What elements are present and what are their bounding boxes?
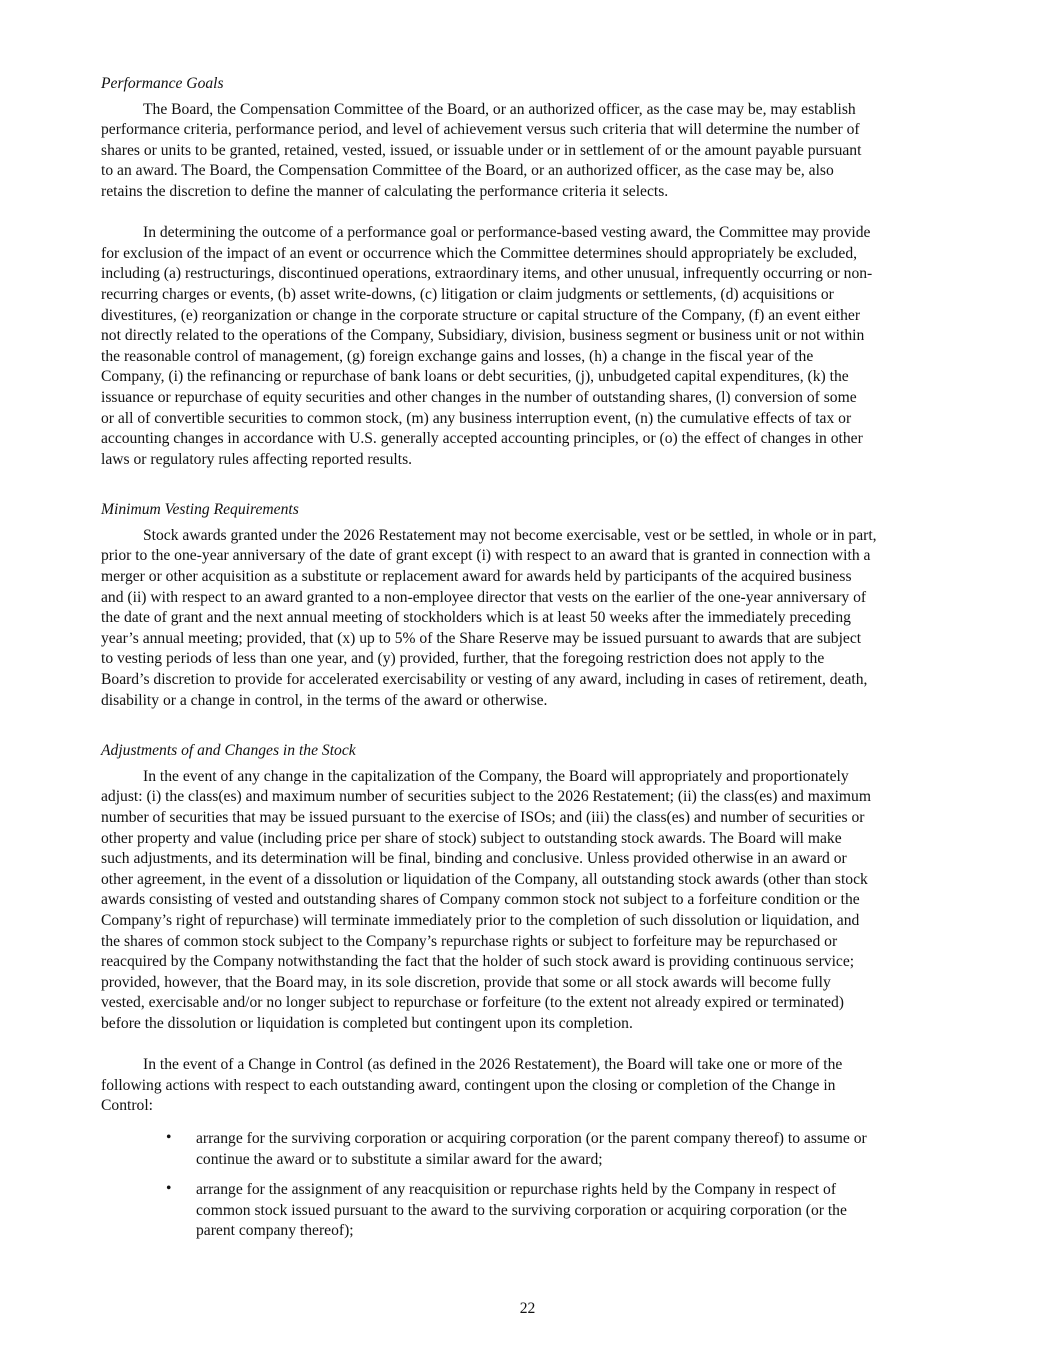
- text-line: to an award. The Board, the Compensation Committee of the Board, or an authorized officer, as the case may be, also: [101, 162, 834, 180]
- text-line: other property and value (including price per share of stock) subject to outstanding stock awards. The Board will make: [101, 829, 842, 847]
- text-line: In determining the outcome of a performance goal or performance-based vesting award, the Committee may provide: [143, 224, 871, 242]
- paragraph: [101, 526, 961, 711]
- bullet-item: [101, 1129, 961, 1170]
- text-line: In the event of a Change in Control (as defined in the 2026 Restatement), the Board will take one or more of the: [143, 1056, 843, 1074]
- text-line: awards consisting of vested and outstanding shares of Company common stock not subject to a forfeiture condition or the: [101, 891, 860, 909]
- text-line: before the dissolution or liquidation is completed but contingent upon its completion.: [101, 1014, 633, 1032]
- section-heading: Performance Goals: [101, 75, 224, 92]
- text-line: performance criteria, performance period, and level of achievement versus such criteria that will determine the number of: [101, 121, 860, 139]
- text-line: retains the discretion to define the manner of calculating the performance criteria it selects.: [101, 182, 669, 200]
- text-line: laws or regulatory rules affecting reported results.: [101, 450, 413, 468]
- text-line: continue the award or to substitute a similar award for the award;: [196, 1150, 603, 1168]
- text-line: In the event of any change in the capitalization of the Company, the Board will appropriately and proportionately: [143, 767, 849, 785]
- text-line: the shares of common stock subject to the Company’s repurchase rights or subject to forfeiture may be repurchased or: [101, 932, 838, 950]
- text-line: recurring charges or events, (b) asset write-downs, (c) litigation or claim judgments or settlements, (d) acquisitions or: [101, 285, 834, 303]
- bullet-icon: •: [166, 1180, 172, 1198]
- text-line: reacquired by the Company notwithstanding the fact that the holder of such stock award is providing continuous service;: [101, 953, 855, 971]
- text-line: parent company thereof);: [196, 1222, 354, 1240]
- section-minimum-vesting-requirements: [101, 500, 961, 711]
- section-adjustments-and-changes: [101, 741, 961, 1242]
- text-line: including (a) restructurings, discontinued operations, extraordinary items, and other unusual, infrequently occurring or non-: [101, 265, 873, 283]
- text-line: vested, exercisable and/or no longer subject to repurchase or forfeiture (to the extent not already expired or terminated): [101, 994, 844, 1012]
- text-line: divestitures, (e) reorganization or change in the corporate structure or capital structure of the Company, (f) an event either: [101, 306, 861, 324]
- paragraph: [101, 767, 961, 1035]
- section-heading: Minimum Vesting Requirements: [101, 501, 299, 519]
- section-heading: Adjustments of and Changes in the Stock: [101, 742, 356, 760]
- paragraph: [101, 100, 961, 203]
- document-page: [101, 74, 961, 1242]
- page-number: 22: [519, 1300, 536, 1317]
- text-line: adjust: (i) the class(es) and maximum number of securities subject to the 2026 Restatement; (ii) the class(es) and maximum: [101, 788, 871, 806]
- text-line: other agreement, in the event of a dissolution or liquidation of the Company, all outstanding stock awards (other than stock: [101, 870, 868, 888]
- text-line: not directly related to the operations of the Company, Subsidiary, division, business segment or business unit or not within: [101, 327, 865, 345]
- text-line: arrange for the surviving corporation or acquiring corporation (or the parent company thereof) to assume or: [196, 1129, 867, 1147]
- paragraph: [101, 1055, 961, 1117]
- text-line: issuance or repurchase of equity securities and other changes in the number of outstanding shares, (l) conversion of some: [101, 388, 857, 406]
- text-line: prior to the one-year anniversary of the date of grant except (i) with respect to an award that is granted in connection with a: [101, 547, 871, 565]
- text-line: or all of convertible securities to common stock, (m) any business interruption event, (n) the cumulative effects of tax or: [101, 409, 852, 427]
- text-line: Stock awards granted under the 2026 Restatement may not become exercisable, vest or be settled, in whole or in part,: [143, 526, 877, 544]
- text-line: shares or units to be granted, retained, vested, issued, or issuable under or in settlement of or the amount payable pursuant: [101, 141, 862, 159]
- text-line: following actions with respect to each outstanding award, contingent upon the closing or completion of the Change in: [101, 1076, 836, 1094]
- section-performance-goals: [101, 74, 961, 470]
- text-line: The Board, the Compensation Committee of the Board, or an authorized officer, as the case may be, may establish: [143, 100, 856, 118]
- text-line: year’s annual meeting; provided, that (x) up to 5% of the Share Reserve may be issued pursuant to awards that are subject: [101, 629, 862, 647]
- text-line: disability or a change in control, in the terms of the award or otherwise.: [101, 691, 548, 709]
- text-line: merger or other acquisition as a substitute or replacement award for awards held by participants of the acquired business: [101, 568, 852, 586]
- text-line: Board’s discretion to provide for accelerated exercisability or vesting of any award, including in cases of retirement, death,: [101, 671, 868, 689]
- bullet-icon: •: [166, 1128, 172, 1146]
- text-line: for exclusion of the impact of an event or occurrence which the Committee determines should appropriately be excluded,: [101, 244, 858, 262]
- text-line: Control:: [101, 1097, 153, 1115]
- paragraph: [101, 223, 961, 470]
- text-line: provided, however, that the Board may, in its sole discretion, provide that some or all stock awards will become fully: [101, 973, 831, 991]
- text-line: Company, (i) the refinancing or repurchase of bank loans or debt securities, (j), unbudgeted capital expenditures, (k) the: [101, 368, 849, 386]
- text-line: the date of grant and the next annual meeting of stockholders which is at least 50 weeks after the immediately preceding: [101, 609, 851, 627]
- text-line: to vesting periods of less than one year, and (y) provided, further, that the foregoing restriction does not apply to the: [101, 650, 825, 668]
- text-line: Company’s right of repurchase) will terminate immediately prior to the completion of such dissolution or liquidation, and: [101, 911, 860, 929]
- text-line: common stock issued pursuant to the award to the surviving corporation or acquiring corporation (or the: [196, 1201, 847, 1219]
- bullet-item: [101, 1180, 961, 1242]
- text-line: accounting changes in accordance with U.S. generally accepted accounting principles, or (o) the effect of changes in other: [101, 430, 863, 448]
- text-line: number of securities that may be issued pursuant to the exercise of ISOs; and (iii) the class(es) and number of securities or: [101, 809, 865, 826]
- text-line: such adjustments, and its determination will be final, binding and conclusive. Unless provided otherwise in an award or: [101, 850, 847, 868]
- text-line: and (ii) with respect to an award granted to a non-employee director that vests on the earlier of the one-year anniversary of: [101, 588, 867, 606]
- text-line: the reasonable control of management, (g) foreign exchange gains and losses, (h) a change in the fiscal year of the: [101, 347, 814, 365]
- text-line: arrange for the assignment of any reacquisition or repurchase rights held by the Company in respect of: [196, 1181, 837, 1199]
